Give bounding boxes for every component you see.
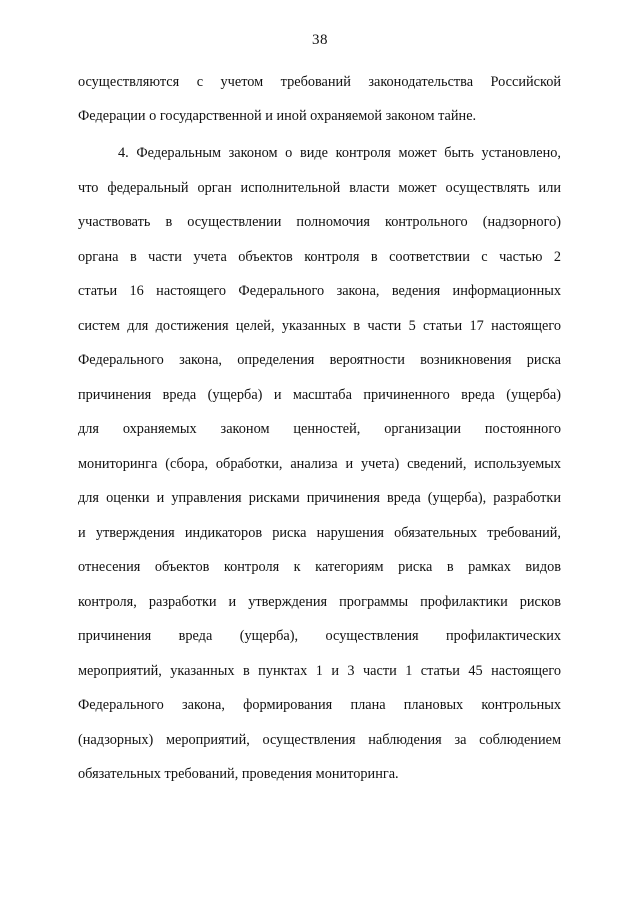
text-line: Федерации о государственной и иной охраняемой законом тайне. (78, 108, 477, 124)
page-number: 38 (312, 32, 328, 48)
text-line: для оценки и управления рисками причинения вреда (ущерба), разработки (78, 490, 561, 506)
text-line: мониторинга (сбора, обработки, анализа и учета) сведений, используемых (78, 456, 561, 472)
text-line: и утверждения индикаторов риска нарушения обязательных требований, (78, 525, 561, 541)
text-line: мероприятий, указанных в пунктах 1 и 3 части 1 статьи 45 настоящего (78, 663, 561, 679)
text-line: 4. Федеральным законом о виде контроля может быть установлено, (118, 145, 561, 161)
text-line: (надзорных) мероприятий, осуществления наблюдения за соблюдением (78, 732, 561, 748)
text-line: отнесения объектов контроля к категориям риска в рамках видов (78, 559, 561, 575)
text-line: обязательных требований, проведения мониторинга. (78, 766, 399, 782)
text-line: контроля, разработки и утверждения программы профилактики рисков (78, 594, 561, 610)
text-line: систем для достижения целей, указанных в части 5 статьи 17 настоящего (78, 318, 561, 334)
text-line: для охраняемых законом ценностей, организации постоянного (78, 421, 561, 437)
text-line: что федеральный орган исполнительной власти может осуществлять или (78, 180, 561, 196)
text-line: причинения вреда (ущерба), осуществления профилактических (78, 628, 561, 644)
text-line: причинения вреда (ущерба) и масштаба причиненного вреда (ущерба) (78, 387, 561, 403)
text-line: осуществляются с учетом требований законодательства Российской (78, 74, 561, 90)
text-line: статьи 16 настоящего Федерального закона, ведения информационных (78, 283, 561, 299)
text-line: участвовать в осуществлении полномочия контрольного (надзорного) (78, 214, 561, 230)
text-line: органа в части учета объектов контроля в соответствии с частью 2 (78, 249, 561, 265)
text-line: Федерального закона, формирования плана плановых контрольных (78, 697, 561, 713)
text-line: Федерального закона, определения вероятности возникновения риска (78, 352, 561, 368)
